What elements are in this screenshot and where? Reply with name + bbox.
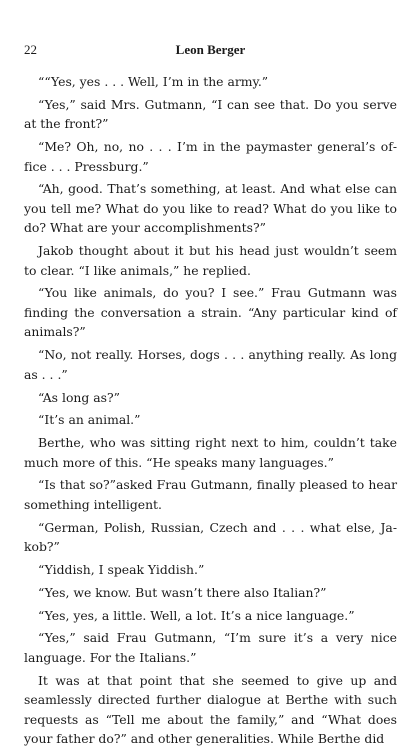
paragraph: Berthe, who was sitting right next to him, couldn’t take much more of this. “He speaks many languages.” [24, 435, 397, 470]
page-header [24, 42, 397, 58]
paragraph: Jakob thought about it but his head just wouldn’t seem to clear. “I like animals,” he replied. [24, 243, 397, 278]
paragraph: “Yes, we know. But wasn’t there also Italian?” [38, 584, 327, 600]
paragraph: It was at that point that she seemed to give up and seamlessly directed further dialogue at Berthe with such requests as “Tell me about the family,” and “What does your father do?” and other generalities. While Berthe did [24, 672, 397, 747]
page-number: 22 [24, 42, 37, 57]
paragraph: “You like animals, do you? I see.” Frau Gutmann was finding the conversation a strain. “Any particular kind of animals?” [24, 285, 397, 340]
running-head: Leon Berger [175, 42, 246, 57]
paragraph: “Yes,” said Frau Gutmann, “I’m sure it’s a very nice language. For the Italians.” [24, 630, 397, 665]
paragraph: “Is that so?”asked Frau Gutmann, finally pleased to hear something intelligent. [24, 477, 397, 512]
paragraph: “As long as?” [38, 389, 120, 405]
paragraph: “Me? Oh, no, no . . . I’m in the paymaster general’s office . . . Pressburg.” [24, 139, 397, 174]
paragraph: “Yes,” said Mrs. Gutmann, “I can see that. Do you serve at the front?” [24, 96, 397, 132]
paragraph: “Yes, yes, a little. Well, a lot. It’s a nice language.” [38, 607, 355, 623]
body-text [24, 72, 397, 752]
paragraph: “German, Polish, Russian, Czech and . . . what else, Jakob?” [24, 519, 397, 555]
paragraph: “Yiddish, I speak Yiddish.” [38, 562, 205, 578]
paragraph: “No, not really. Horses, dogs . . . anything really. As long as . . .” [24, 347, 397, 382]
paragraph: ““Yes, yes . . . Well, I’m in the army.” [38, 74, 269, 89]
paragraph: “It’s an animal.” [38, 412, 141, 428]
paragraph: “Ah, good. That’s something, at least. And what else can you tell me? What do you like to read? What do you like to do? What are your accomplishments?” [24, 181, 397, 236]
